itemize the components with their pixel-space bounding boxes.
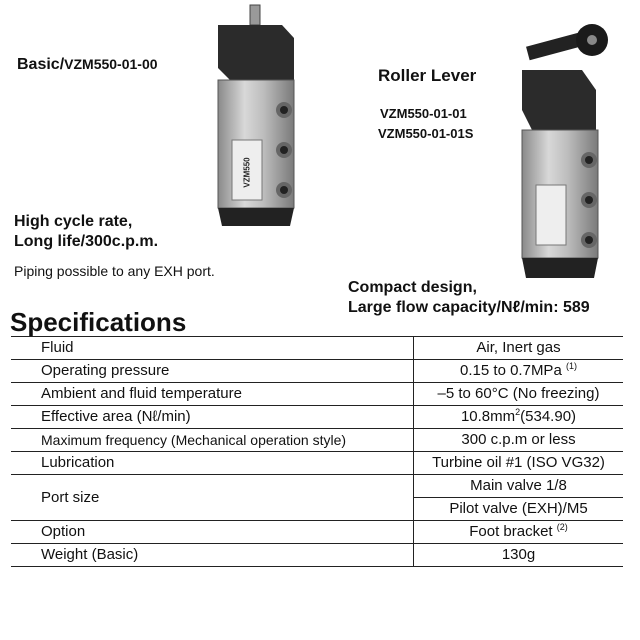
spec-value-extra: (534.90) (520, 408, 577, 425)
table-row (11, 337, 623, 360)
basic-valve-image (210, 0, 300, 230)
spec-key: Ambient and fluid temperature (11, 383, 414, 406)
spec-value: 10.8mm (460, 408, 516, 425)
spec-key: Fluid (11, 337, 414, 360)
feature-cycle-line2: Long life/300c.p.m. (14, 233, 159, 250)
roller-lever-title: Roller Lever (378, 66, 477, 85)
roller-model-1: VZM550-01-01 (380, 106, 467, 121)
spec-key: Option (11, 521, 414, 544)
spec-value-cell (414, 360, 624, 383)
basic-model: VZM550-01-00 (64, 56, 158, 72)
spec-value: 300 c.p.m or less (461, 431, 576, 448)
basic-label-text: Basic/ (17, 56, 65, 73)
specifications-heading: Specifications (10, 307, 187, 337)
table-row (11, 544, 623, 567)
table-row (11, 429, 623, 452)
spec-value: Pilot valve (EXH)/M5 (449, 500, 588, 517)
spec-note: (1) (565, 361, 577, 371)
spec-key: Operating pressure (11, 360, 414, 383)
spec-value: 130g (501, 546, 536, 563)
spec-key: Weight (Basic) (11, 544, 414, 567)
spec-value: Foot bracket (469, 523, 553, 540)
table-row (11, 452, 623, 475)
roller-model-2: VZM550-01-01S (378, 126, 474, 141)
spec-note: (2) (556, 522, 568, 532)
valve-model-print: VZM550 (242, 157, 252, 188)
spec-value-cell (414, 521, 624, 544)
table-row (11, 360, 623, 383)
table-row (11, 521, 623, 544)
feature-compact-line1: Compact design, (348, 279, 477, 296)
spec-key: Maximum frequency (Mechanical operation style) (11, 429, 414, 452)
spec-key: Port size (11, 475, 414, 521)
specifications-table (11, 336, 623, 567)
table-row (11, 383, 623, 406)
spec-value: Turbine oil #1 (ISO VG32) (432, 454, 605, 471)
feature-piping: Piping possible to any EXH port. (14, 263, 215, 279)
spec-value: Air, Inert gas (476, 339, 561, 356)
roller-valve-image (512, 10, 612, 285)
feature-compact-line2: Large flow capacity/Nℓ/min: 589 (348, 299, 590, 316)
basic-label (17, 56, 158, 74)
spec-key: Effective area (Nℓ/min) (11, 406, 414, 429)
spec-value: –5 to 60°C (No freezing) (437, 385, 600, 402)
feature-cycle-line1: High cycle rate, (14, 213, 133, 230)
spec-sup: 2 (515, 407, 521, 417)
spec-value-cell (414, 406, 624, 429)
spec-value: 0.15 to 0.7MPa (460, 362, 562, 379)
basic-valve-print (243, 157, 252, 187)
spec-key: Lubrication (11, 452, 414, 475)
table-row (11, 475, 623, 498)
spec-value: Main valve 1/8 (414, 475, 624, 498)
table-row (11, 406, 623, 429)
